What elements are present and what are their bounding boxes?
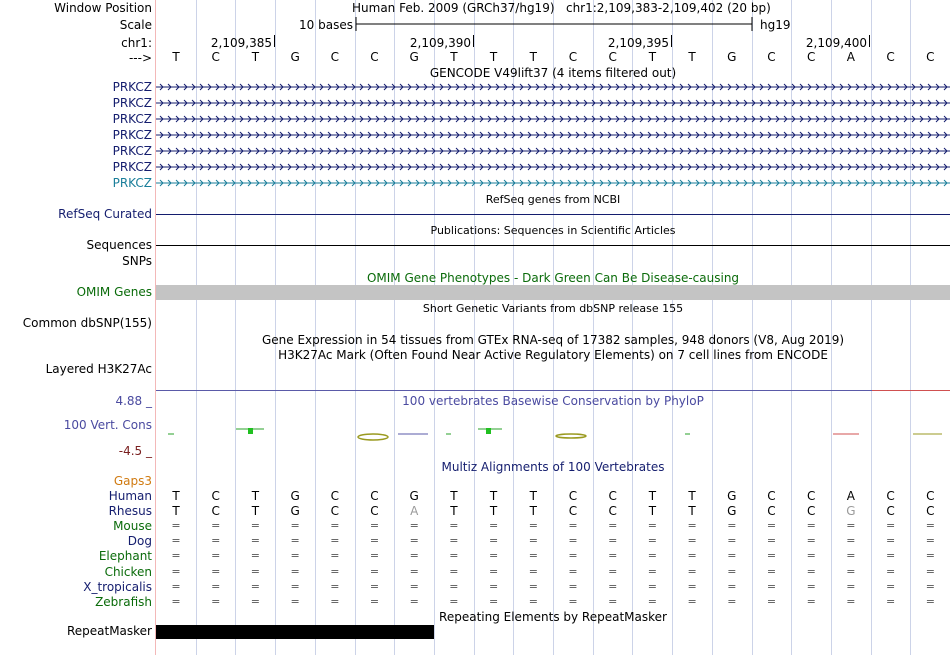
base: A	[846, 50, 855, 64]
base: =	[846, 565, 856, 578]
base: =	[608, 549, 618, 562]
base-row	[156, 534, 950, 548]
base: C	[926, 489, 935, 503]
base: =	[409, 580, 419, 593]
refseq-track-title: RefSeq genes from NCBI	[485, 193, 621, 206]
base: G	[727, 504, 737, 518]
species-label[interactable]: Rhesus	[108, 504, 152, 518]
base: C	[568, 504, 578, 518]
base: =	[885, 565, 896, 578]
base: =	[568, 580, 578, 593]
dbsnp-track-title: Short Genetic Variants from dbSNP release 155	[422, 302, 684, 315]
species-label[interactable]: Chicken	[104, 565, 152, 579]
conservation-plot[interactable]	[156, 420, 950, 450]
coord-label: 2,109,395	[607, 36, 669, 50]
omim-track-label[interactable]: OMIM Genes	[76, 285, 152, 299]
base: =	[409, 549, 419, 562]
base: =	[369, 519, 380, 532]
base: =	[608, 534, 618, 547]
publications-track-title: Publications: Sequences in Scientific Articles	[430, 224, 676, 237]
base: C	[608, 504, 617, 518]
base: =	[885, 534, 896, 547]
base: C	[330, 50, 339, 64]
base: =	[488, 549, 499, 562]
base: T	[251, 504, 260, 518]
base: T	[688, 50, 696, 64]
base: =	[488, 565, 499, 578]
base: T	[450, 489, 458, 503]
base: T	[172, 504, 180, 518]
base: =	[766, 595, 777, 608]
base-row	[156, 580, 950, 594]
base: =	[211, 534, 221, 547]
base: =	[568, 519, 578, 532]
species-label[interactable]: X_tropicalis	[83, 580, 152, 594]
chrom-label: chr1:	[121, 36, 152, 50]
base: =	[290, 580, 300, 593]
base: =	[250, 534, 260, 547]
h3k27ac-track-label[interactable]: Layered H3K27Ac	[45, 362, 152, 376]
base: =	[250, 549, 260, 562]
base: C	[211, 504, 220, 518]
base: =	[449, 534, 459, 547]
dbsnp-track-label[interactable]: Common dbSNP(155)	[22, 316, 152, 330]
coord-tick	[869, 35, 870, 47]
base: C	[211, 489, 220, 503]
base: T	[489, 504, 498, 518]
base-row	[156, 504, 950, 518]
base: =	[528, 549, 538, 562]
gene-label-prkcz[interactable]: PRKCZ	[112, 144, 152, 158]
repeatmasker-track-label[interactable]: RepeatMasker	[66, 624, 152, 638]
base: T	[529, 50, 537, 64]
base: G	[290, 504, 300, 518]
base: C	[806, 504, 816, 518]
gene-label-prkcz[interactable]: PRKCZ	[112, 128, 152, 142]
base: T	[489, 50, 498, 64]
base: G	[409, 50, 419, 64]
coord-tick	[274, 35, 275, 47]
base: C	[330, 504, 339, 518]
base: =	[211, 549, 221, 562]
base: T	[251, 489, 260, 503]
base: =	[727, 549, 737, 562]
base: =	[488, 519, 499, 532]
base: =	[528, 534, 538, 547]
track-image[interactable]	[156, 0, 950, 655]
base: =	[211, 580, 221, 593]
publications-track-label[interactable]: Sequences	[86, 238, 152, 252]
base: A	[846, 489, 855, 503]
base-row	[156, 565, 950, 579]
base: =	[369, 565, 380, 578]
base: =	[727, 595, 737, 608]
base: =	[290, 595, 300, 608]
base: =	[885, 595, 896, 608]
base: =	[568, 595, 578, 608]
base: =	[449, 565, 459, 578]
base: =	[211, 595, 221, 608]
assembly-text: Human Feb. 2009 (GRCh37/hg19)	[352, 1, 555, 15]
base: =	[608, 565, 618, 578]
base: G	[727, 50, 737, 64]
base: G	[290, 489, 300, 503]
base: C	[806, 50, 816, 64]
base: C	[767, 489, 776, 503]
base: =	[925, 549, 935, 562]
base-row	[156, 549, 950, 563]
base: =	[171, 595, 181, 608]
base: =	[647, 534, 657, 547]
coord-tick	[671, 35, 672, 47]
base: =	[687, 519, 697, 532]
base: =	[647, 580, 657, 593]
base: C	[886, 489, 895, 503]
base: =	[250, 519, 260, 532]
base: =	[766, 580, 777, 593]
base: =	[846, 595, 856, 608]
gene-label-prkcz[interactable]: PRKCZ	[112, 160, 152, 174]
base: A	[410, 504, 419, 518]
base: C	[370, 50, 379, 64]
omim-track-title: OMIM Gene Phenotypes - Dark Green Can Be Disease-causing	[366, 271, 740, 285]
base: C	[767, 504, 776, 518]
base: =	[330, 580, 340, 593]
base: C	[608, 50, 617, 64]
base: =	[330, 519, 340, 532]
track-label-column	[0, 0, 156, 655]
base: =	[211, 519, 221, 532]
base: =	[687, 580, 697, 593]
base: =	[608, 519, 618, 532]
gtex-track-title: Gene Expression in 54 tissues from GTEx RNA-seq of 17382 samples, 948 donors (V8, Aug 2019)	[261, 333, 845, 347]
base: =	[687, 534, 697, 547]
species-label[interactable]: Zebrafish	[95, 595, 152, 609]
base: =	[330, 549, 340, 562]
base: =	[885, 519, 896, 532]
base: =	[806, 519, 816, 532]
scale-text: 10 bases	[299, 18, 353, 32]
base: =	[171, 549, 181, 562]
db-text: hg19	[760, 18, 791, 32]
gene-transcript[interactable]	[156, 113, 950, 125]
base: T	[688, 504, 696, 518]
reference-sequence	[156, 50, 950, 64]
base: =	[528, 580, 538, 593]
multiz-track-title: Multiz Alignments of 100 Vertebrates	[441, 460, 665, 474]
base: =	[846, 580, 856, 593]
base: =	[766, 519, 777, 532]
gene-transcript[interactable]	[156, 81, 950, 93]
base: =	[687, 595, 697, 608]
base: =	[806, 580, 816, 593]
base: C	[370, 489, 379, 503]
base: C	[568, 50, 578, 64]
base: =	[727, 519, 737, 532]
scale-bar	[156, 14, 950, 34]
base: =	[211, 565, 221, 578]
base: =	[449, 549, 459, 562]
base: =	[409, 595, 419, 608]
coord-label: 2,109,385	[210, 36, 272, 50]
base: =	[409, 534, 419, 547]
gene-transcript[interactable]	[156, 161, 950, 173]
base: =	[171, 565, 181, 578]
base: =	[369, 595, 380, 608]
base: =	[647, 595, 657, 608]
base: T	[489, 489, 498, 503]
base: =	[290, 549, 300, 562]
base: =	[647, 519, 657, 532]
base: =	[290, 519, 300, 532]
position-text: chr1:2,109,383-2,109,402 (20 bp)	[565, 1, 771, 15]
repeatmasker-track-title: Repeating Elements by RepeatMasker	[439, 610, 667, 624]
publications-line[interactable]	[156, 245, 950, 246]
base: =	[250, 580, 260, 593]
base: =	[766, 534, 777, 547]
base: =	[369, 534, 380, 547]
base: =	[727, 534, 737, 547]
gene-transcript[interactable]	[156, 177, 950, 189]
repeat-element-block[interactable]	[156, 625, 434, 639]
h3k27ac-signal[interactable]	[156, 389, 950, 393]
base: =	[568, 565, 578, 578]
base: =	[925, 519, 935, 532]
base: =	[925, 580, 935, 593]
base: =	[171, 534, 181, 547]
window-position-label: Window Position	[54, 1, 152, 15]
base: =	[687, 549, 697, 562]
base: =	[806, 565, 816, 578]
base: T	[688, 489, 696, 503]
gaps-label: Gaps3	[113, 474, 152, 488]
base: =	[727, 565, 737, 578]
base: C	[330, 489, 339, 503]
base: T	[172, 489, 180, 503]
base: T	[648, 489, 657, 503]
base: =	[290, 565, 300, 578]
base: =	[846, 519, 856, 532]
base: =	[290, 534, 300, 547]
base: =	[806, 534, 816, 547]
base: =	[528, 565, 538, 578]
base: =	[330, 534, 340, 547]
base: =	[846, 534, 856, 547]
base: =	[449, 595, 459, 608]
base: G	[290, 50, 300, 64]
conservation-track-title: 100 vertebrates Basewise Conservation by PhyloP	[402, 394, 704, 408]
base-row	[156, 595, 950, 609]
gene-label-prkcz[interactable]: PRKCZ	[112, 112, 152, 126]
base: C	[806, 489, 816, 503]
base: =	[885, 549, 896, 562]
gene-label-prkcz[interactable]: PRKCZ	[112, 80, 152, 94]
base: =	[568, 549, 578, 562]
base: =	[488, 534, 499, 547]
conservation-track-label[interactable]: 100 Vert. Cons	[63, 418, 152, 432]
gencode-track-title: GENCODE V49lift37 (4 items filtered out)	[429, 66, 677, 80]
coord-label: 2,109,390	[409, 36, 471, 50]
base: =	[925, 595, 935, 608]
base: =	[369, 549, 380, 562]
base: =	[409, 565, 419, 578]
refseq-track-label[interactable]: RefSeq Curated	[58, 207, 152, 221]
base: =	[925, 565, 935, 578]
base: C	[886, 50, 895, 64]
base: C	[211, 50, 220, 64]
base: =	[528, 595, 538, 608]
base: C	[568, 489, 578, 503]
gene-label-prkcz[interactable]: PRKCZ	[112, 96, 152, 110]
base: G	[846, 504, 856, 518]
base: C	[926, 504, 935, 518]
base: =	[330, 595, 340, 608]
base: =	[608, 595, 618, 608]
base: T	[648, 504, 657, 518]
strand-label: --->	[128, 51, 152, 65]
base: =	[171, 519, 181, 532]
gene-transcript[interactable]	[156, 145, 950, 157]
conservation-max-label: 4.88 _	[115, 394, 152, 408]
base: T	[172, 50, 180, 64]
base-row	[156, 519, 950, 533]
base: =	[925, 534, 935, 547]
snps-track-label[interactable]: SNPs	[122, 254, 152, 268]
assembly-position-line	[352, 1, 771, 15]
base: T	[648, 50, 657, 64]
base: =	[369, 580, 380, 593]
scale-label: Scale	[119, 18, 152, 32]
base: =	[330, 565, 340, 578]
base: =	[608, 580, 618, 593]
base: T	[529, 504, 537, 518]
base: =	[766, 549, 777, 562]
species-label[interactable]: Dog	[127, 534, 152, 548]
base: C	[767, 50, 776, 64]
species-label[interactable]: Elephant	[98, 549, 152, 563]
base: =	[449, 519, 459, 532]
base-row	[156, 489, 950, 503]
base: C	[608, 489, 617, 503]
base: T	[251, 50, 260, 64]
base: =	[885, 580, 896, 593]
base: =	[449, 580, 459, 593]
h3k27ac-track-title: H3K27Ac Mark (Often Found Near Active Regulatory Elements) on 7 cell lines from ENCODE	[278, 348, 828, 362]
base: =	[488, 595, 499, 608]
base: =	[568, 534, 578, 547]
base: =	[647, 565, 657, 578]
base: =	[647, 549, 657, 562]
species-label[interactable]: Mouse	[113, 519, 152, 533]
base: C	[926, 50, 935, 64]
base: =	[488, 580, 499, 593]
base: T	[529, 489, 537, 503]
coord-tick	[473, 35, 474, 47]
base: =	[528, 519, 538, 532]
base: =	[250, 565, 260, 578]
base: G	[409, 489, 419, 503]
coord-label: 2,109,400	[805, 36, 867, 50]
base: T	[450, 504, 458, 518]
gene-transcript[interactable]	[156, 97, 950, 109]
base: =	[806, 595, 816, 608]
base: C	[886, 504, 895, 518]
gene-transcript[interactable]	[156, 129, 950, 141]
base: =	[806, 549, 816, 562]
base: =	[409, 519, 419, 532]
base: G	[727, 489, 737, 503]
base: =	[727, 580, 737, 593]
base: C	[370, 504, 379, 518]
species-label[interactable]: Human	[108, 489, 152, 503]
refseq-line[interactable]	[156, 214, 950, 215]
base: T	[450, 50, 458, 64]
gene-label-prkcz[interactable]: PRKCZ	[112, 176, 152, 190]
conservation-min-label: -4.5 _	[118, 444, 152, 458]
base: =	[687, 565, 697, 578]
base: =	[846, 549, 856, 562]
base: =	[171, 580, 181, 593]
base: =	[766, 565, 777, 578]
omim-gene-bar[interactable]	[156, 285, 950, 300]
base: =	[250, 595, 260, 608]
